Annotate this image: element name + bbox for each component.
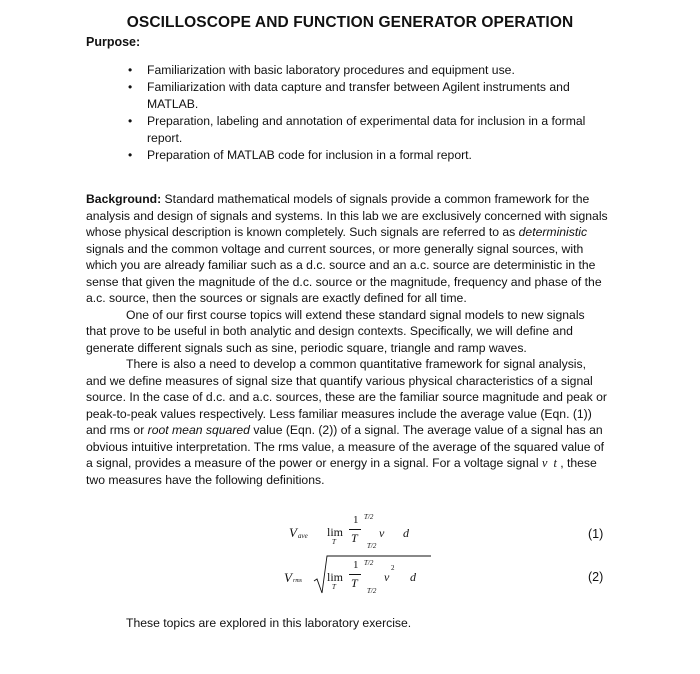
background-paragraph-1 — [86, 191, 608, 307]
eq1-differential: d — [403, 526, 409, 540]
eq2-exponent: 2 — [391, 564, 395, 572]
document-title: OSCILLOSCOPE AND FUNCTION GENERATOR OPERATION — [126, 14, 574, 31]
eq2-fraction-bar — [349, 574, 361, 575]
eq2-fraction-numerator: 1 — [353, 559, 359, 571]
list-item-text: Preparation, labeling and annotation of experimental data for inclusion in a formal report. — [147, 114, 586, 145]
eq1-upper-limit: T/2 — [364, 513, 374, 521]
list-item-text: Familiarization with data capture and transfer between Agilent instruments and MATLAB. — [147, 80, 570, 111]
eq1-fraction-denominator: T — [351, 531, 358, 545]
eq2-lhs-subscript: rms — [293, 578, 303, 584]
list-item — [108, 62, 608, 79]
emphasis-text: root mean squared — [147, 423, 250, 437]
bullet-icon: • — [128, 148, 133, 162]
eq2-lim: lim — [327, 570, 344, 584]
eq1-lower-limit: T/2 — [367, 542, 377, 550]
background-section — [86, 191, 608, 488]
paragraph-text: signals and the common voltage and current sources, or more generally signal sources, with which you are already familiar such as a d.c. source and an a.c. source are deterministic in the sense that given the magnitude of the d.c. source or the magnitude, frequency and phase of the a.c. source, then the sources or signals are exactly defined for all time. — [86, 241, 602, 305]
emphasis-text: deterministic — [518, 225, 588, 239]
eq2-lim-subscript: T — [332, 583, 336, 591]
list-item — [108, 147, 608, 164]
eq2-integrand: v — [384, 570, 390, 584]
eq2-lower-limit: T/2 — [367, 587, 377, 595]
eq1-lhs-subscript: ave — [298, 532, 308, 540]
purpose-list — [108, 62, 608, 164]
list-item-text: Familiarization with basic laboratory procedures and equipment use. — [147, 63, 515, 77]
bullet-icon: • — [128, 63, 133, 77]
list-item-text: Preparation of MATLAB code for inclusion in a formal report. — [147, 148, 472, 162]
background-heading: Background: — [86, 192, 162, 206]
purpose-heading: Purpose: — [86, 35, 141, 49]
background-paragraph-2: One of our first course topics will extend these standard signal models to new signals that prove to be useful in both analytic and design contexts. Specifically, we will define and generate different signals such as sine, periodic square, triangle and ramp waves. — [86, 307, 585, 355]
background-paragraph-3 — [86, 356, 608, 488]
eq2-upper-limit: T/2 — [364, 559, 374, 567]
closing-sentence: These topics are explored in this laboratory exercise. — [126, 616, 412, 630]
voltage-variable: v t — [541, 456, 557, 470]
eq2-number: (2) — [588, 570, 604, 584]
eq2-lhs: V — [284, 570, 292, 585]
paragraph-text: Standard mathematical models of signals provide a common framework for the analysis and design of signals and systems. In this lab we are exclusively concerned with signals whose physical description is known completely. Such signals are referred to as — [86, 192, 608, 239]
eq2-fraction-denominator: T — [351, 576, 358, 590]
eq1-number: (1) — [588, 527, 604, 541]
paragraph-text: value (Eqn. (2)) of a signal. The average value of a signal has an obvious intuitive interpretation. The rms value, a measure of the average of the squared value of a signal, provides a measure of the power or energy in a signal. For a voltage signal — [86, 423, 605, 470]
eq1-integrand: v — [379, 526, 385, 540]
eq1-lhs: V — [289, 525, 297, 540]
bullet-icon: • — [128, 80, 133, 94]
list-item — [108, 79, 608, 113]
paragraph-text: , these two measures have the following definitions. — [86, 456, 597, 487]
eq1-lim: lim — [327, 525, 344, 539]
eq1-fraction-numerator: 1 — [353, 514, 359, 526]
paragraph-text: There is also a need to develop a common quantitative framework for signal analysis, and we define measures of signal size that quantify various physical characteristics of a signal source. In the case of d.c. and a.c. sources, these are the familiar source magnitude and peak or peak-to-peak values respectively. Less familiar measures include the average value (Eqn. (1)) and rms or — [86, 357, 607, 437]
list-item — [108, 113, 608, 147]
eq2-differential: d — [410, 570, 416, 584]
eq1-lim-subscript: T — [332, 538, 336, 546]
eq1-fraction-bar — [349, 529, 361, 530]
bullet-icon: • — [128, 114, 133, 128]
